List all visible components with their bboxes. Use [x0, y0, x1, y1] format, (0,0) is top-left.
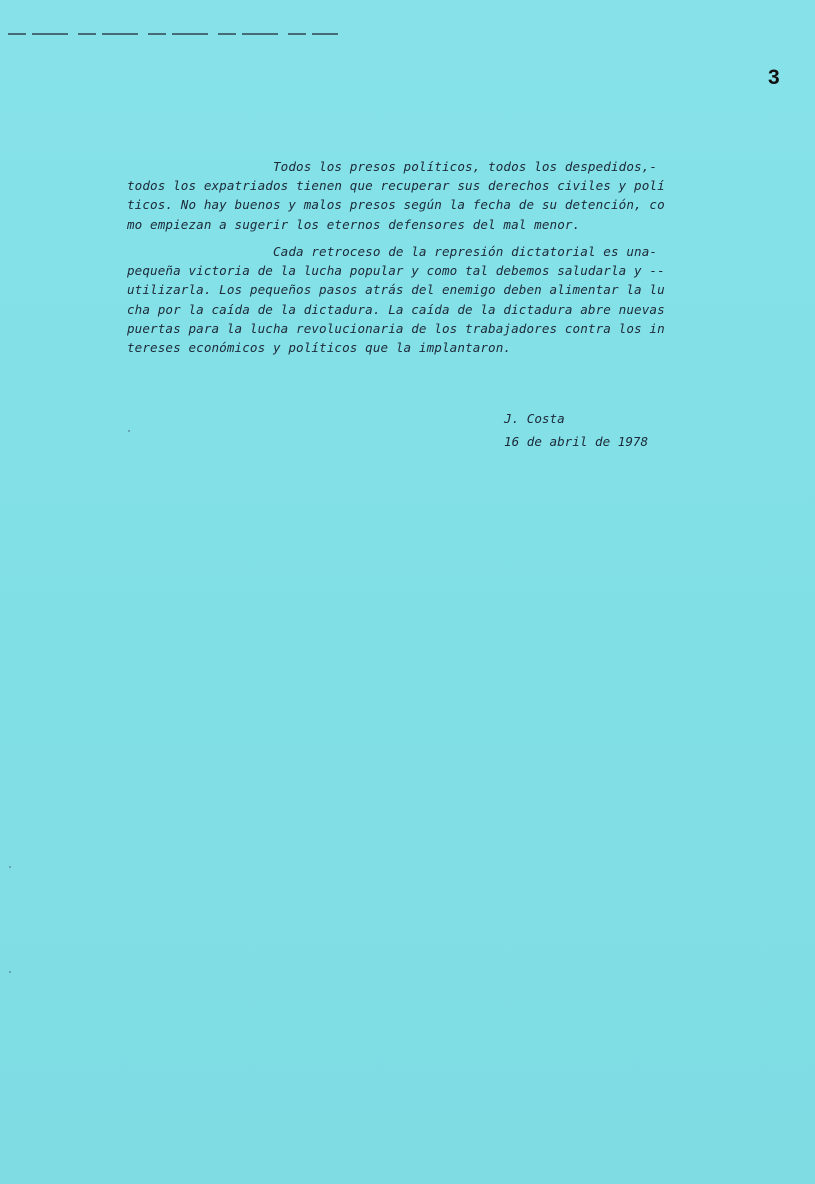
signature-name: J. Costa: [504, 411, 565, 426]
signature-block: [504, 407, 648, 453]
signature-date: 16 de abril de 1978: [504, 434, 649, 449]
page-number: 3: [768, 66, 780, 89]
paragraph-1: [127, 157, 699, 234]
paper-speck: [128, 430, 130, 432]
paragraph-line: cha por la caída de la dictadura. La caída de la dictadura abre nuevas: [127, 301, 665, 317]
paragraph-line: ticos. No hay buenos y malos presos según la fecha de su detención, co: [127, 197, 665, 213]
paragraph-line: Todos los presos políticos, todos los despedidos,-: [127, 159, 658, 174]
paragraph-line: pequeña victoria de la lucha popular y como tal debemos saludarla y --: [127, 263, 665, 279]
paragraph-line: puertas para la lucha revolucionaria de los trabajadores contra los in: [127, 320, 665, 336]
paragraph-2: [127, 242, 699, 357]
paper-speck: [9, 971, 11, 973]
paragraph-line: mo empiezan a sugerir los eternos defensores del mal menor.: [127, 216, 581, 232]
paragraph-line: utilizarla. Los pequeños pasos atrás del enemigo deben alimentar la lu: [127, 282, 665, 298]
paragraph-line: Cada retroceso de la represión dictatorial es una-: [127, 244, 658, 259]
paragraph-line: tereses económicos y políticos que la implantaron.: [127, 340, 512, 356]
top-dashed-rule: [8, 33, 338, 35]
paper-speck: [9, 866, 11, 868]
paragraph-line: todos los expatriados tienen que recuperar sus derechos civiles y polí: [127, 178, 665, 194]
